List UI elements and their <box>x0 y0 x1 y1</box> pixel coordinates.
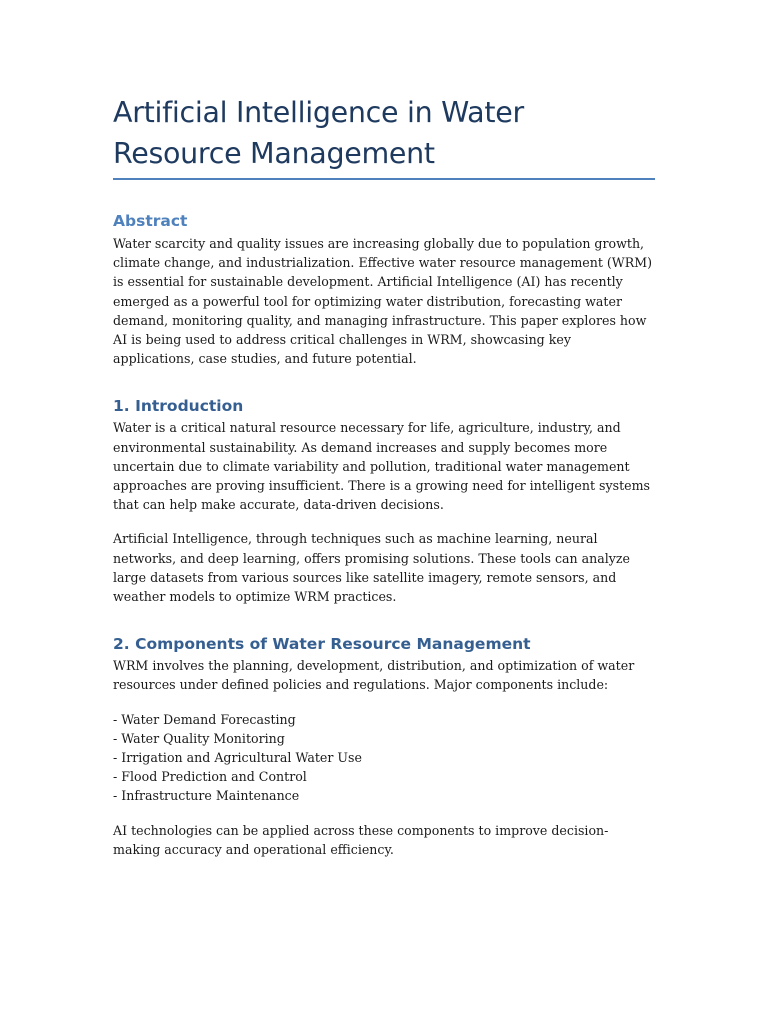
title-divider <box>113 178 655 180</box>
document-content <box>113 92 655 859</box>
list-item: - Infrastructure Maintenance <box>113 788 300 804</box>
list-item: - Water Demand Forecasting <box>113 711 296 727</box>
introduction-paragraph-2: Artificial Intelligence, through techniques such as machine learning, neural networks, and deep learning, offers promising solutions. These tools can analyze large datasets from various sources like satellite imagery, remote sensors, and weather models to optimize WRM practices. <box>113 531 630 605</box>
document-title: Artificial Intelligence in Water Resource Management <box>113 96 524 170</box>
list-item: - Irrigation and Agricultural Water Use <box>113 750 362 766</box>
introduction-paragraph-1: Water is a critical natural resource necessary for life, agriculture, industry, and environmental sustainability. As demand increases and supply becomes more uncertain due to climate variability and pollution, traditional water management approaches are proving insufficient. There is a growing need for intelligent systems that can help make accurate, data-driven decisions. <box>113 420 651 513</box>
abstract-text: Water scarcity and quality issues are increasing globally due to population growth, climate change, and industrialization. Effective water resource management (WRM) is essential for sustainable development. Artificial Intelligence (AI) has recently emerged as a powerful tool for optimizing water distribution, forecasting water demand, monitoring quality, and managing infrastructure. This paper explores how AI is being used to address critical challenges in WRM, showcasing key applications, case studies, and future potential. <box>113 236 653 367</box>
components-intro: WRM involves the planning, development, distribution, and optimization of water resources under defined policies and regulations. Major components include: <box>113 658 635 693</box>
components-list <box>113 710 655 806</box>
list-item: - Flood Prediction and Control <box>113 769 307 785</box>
abstract-heading: Abstract <box>113 212 188 230</box>
list-item: - Water Quality Monitoring <box>113 730 285 746</box>
components-heading: 2. Components of Water Resource Management <box>113 635 531 654</box>
components-closing: AI technologies can be applied across these components to improve decision-making accuracy and operational efficiency. <box>113 822 609 857</box>
introduction-heading: 1. Introduction <box>113 397 244 416</box>
